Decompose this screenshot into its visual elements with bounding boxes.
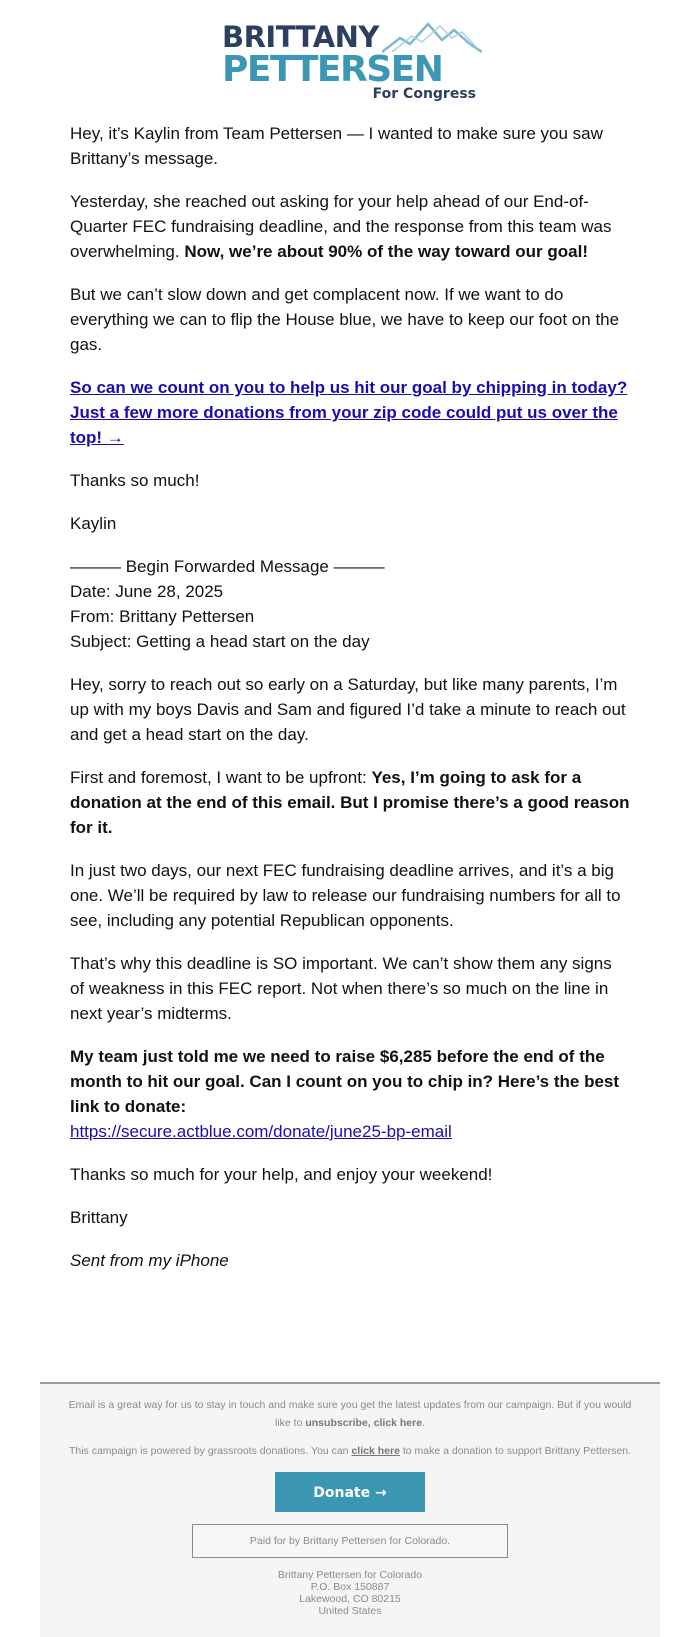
urgency-paragraph: But we can’t slow down and get complacent now. If we want to do everything we can to flip the House blue, we have to keep our foot on the gas. <box>70 285 620 354</box>
unsubscribe-link[interactable]: unsubscribe, click here <box>305 1417 423 1429</box>
deadline-paragraph: In just two days, our next FEC fundraising deadline arrives, and it’s a big one. We’ll be required by law to release our fundraising numbers for all to see, including any potential Republican opponents. <box>70 861 621 930</box>
grassroots-note-text: This campaign is powered by grassroots donations. You can <box>68 1445 349 1457</box>
email-footer <box>40 1382 660 1637</box>
forward-subject: Subject: Getting a head start on the day <box>70 632 370 651</box>
cta-paragraph <box>70 375 630 450</box>
weekend-thanks: Thanks so much for your help, and enjoy your weekend! <box>70 1165 493 1184</box>
mailing-address <box>40 1569 660 1617</box>
donate-button[interactable]: Donate → <box>275 1472 425 1512</box>
click-here-link[interactable]: click here <box>351 1445 400 1457</box>
signoff-brittany: Brittany <box>70 1208 128 1227</box>
signoff-kaylin: Kaylin <box>70 514 117 533</box>
address-line: P.O. Box 150887 <box>310 1581 390 1593</box>
forward-divider: ——— Begin Forwarded Message ——— <box>70 557 385 576</box>
grassroots-note <box>50 1442 650 1460</box>
progress-bold: Now, we’re about 90% of the way toward our goal! <box>184 242 588 261</box>
forward-from: From: Brittany Pettersen <box>70 607 255 626</box>
goal-paragraph <box>70 1044 630 1144</box>
importance-paragraph: That’s why this deadline is SO important. We can’t show them any signs of weakness in this FEC report. Not when there’s so much on the line in next year’s midterms. <box>70 954 612 1023</box>
logo-tagline: For Congress <box>372 86 476 102</box>
progress-paragraph <box>70 189 630 264</box>
forwarded-intro: Hey, sorry to reach out so early on a Saturday, but like many parents, I’m up with my boys Davis and Sam and figured I’d take a minute to reach out and get a head start on the day. <box>70 675 626 744</box>
address-line: United States <box>318 1605 382 1617</box>
actblue-donate-link[interactable]: https://secure.actblue.com/donate/june25-bp-email <box>70 1122 452 1141</box>
logo-first-name: BRITTANY <box>222 20 379 54</box>
forward-header-block <box>70 554 630 654</box>
goal-bold: My team just told me we need to raise $6,285 before the end of the month to hit our goal. Can I count on you to chip in? Here’s the best link to donate: <box>70 1047 620 1116</box>
paid-for-disclaimer: Paid for by Brittany Pettersen for Colorado. <box>192 1524 508 1558</box>
sent-from-text: Sent from my iPhone <box>70 1251 229 1270</box>
campaign-logo <box>0 16 700 106</box>
logo-last-name: PETTERSEN <box>222 49 443 90</box>
unsubscribe-note-end: . <box>422 1417 425 1429</box>
unsubscribe-note <box>60 1396 640 1432</box>
upfront-bold: Yes, I’m going to ask for a donation at the end of this email. But I promise there’s a good reason for it. <box>70 768 630 837</box>
forward-date: Date: June 28, 2025 <box>70 582 224 601</box>
upfront-paragraph <box>70 765 630 840</box>
unsubscribe-note-text: Email is a great way for us to stay in touch and make sure you get the latest updates from our campaign. But if you would like to <box>68 1399 632 1429</box>
sent-from-iphone <box>70 1248 630 1273</box>
address-line: Brittany Pettersen for Colorado <box>277 1569 423 1581</box>
email-body <box>70 121 630 1291</box>
upfront-text: First and foremost, I want to be upfront: <box>70 768 367 787</box>
address-line: Lakewood, CO 80215 <box>299 1593 401 1605</box>
progress-text: Yesterday, she reached out asking for your help ahead of our End-of-Quarter FEC fundraising deadline, and the response from this team was overwhelming. <box>70 192 612 261</box>
thanks-text: Thanks so much! <box>70 471 200 490</box>
cta-donate-link[interactable]: So can we count on you to help us hit our goal by chipping in today? Just a few more donations from your zip code could put us over the top! → <box>70 378 628 447</box>
intro-paragraph: Hey, it’s Kaylin from Team Pettersen — I wanted to make sure you saw Brittany’s message. <box>70 124 603 168</box>
grassroots-note-end: to make a donation to support Brittany Pettersen. <box>402 1445 632 1457</box>
